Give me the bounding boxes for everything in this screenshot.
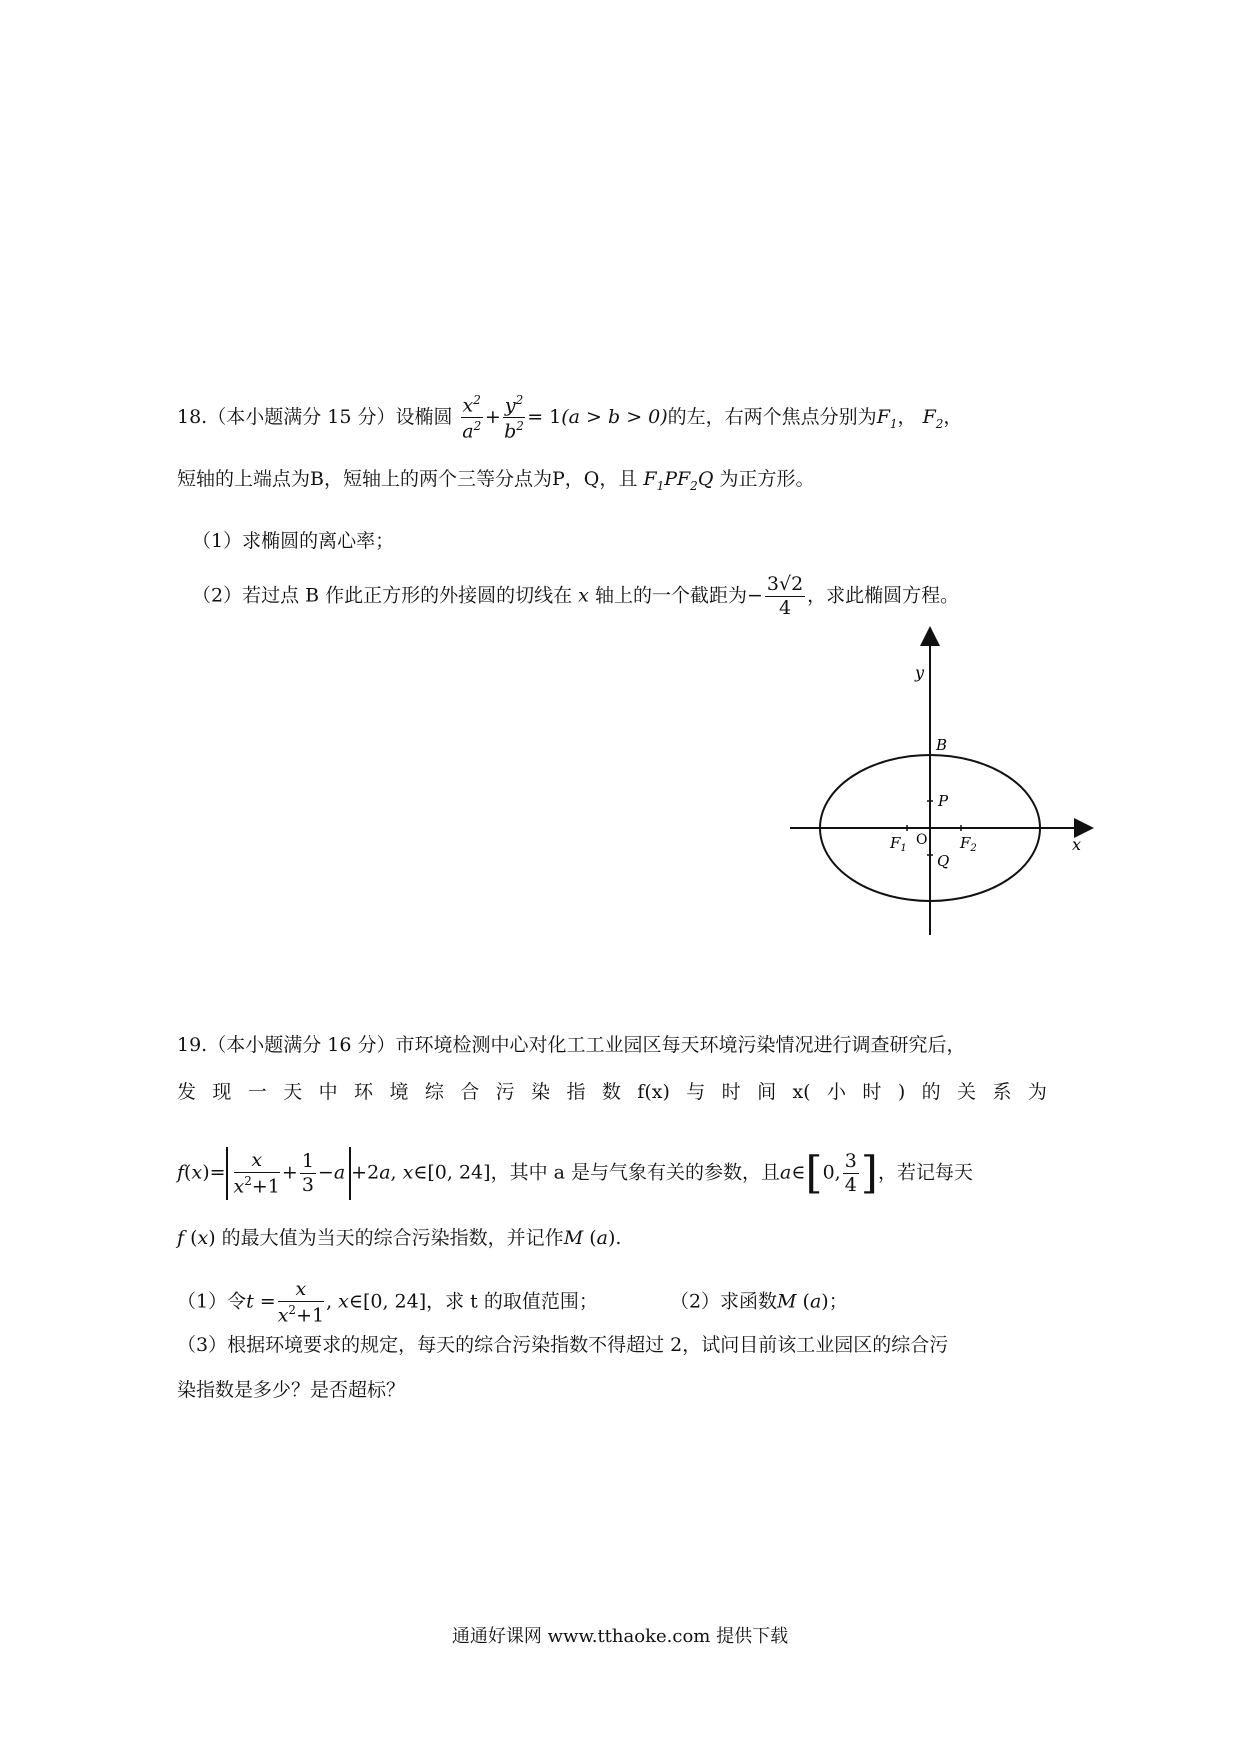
q19-line2-word: 小 xyxy=(827,1081,847,1103)
abs-expression: $\frac{x}{x^2+1}$ + $\frac{1}{3}$ −a xyxy=(226,1147,352,1200)
label-q: Q xyxy=(937,852,950,870)
q19-line2-word: 一 xyxy=(247,1081,267,1103)
label-f1: $F_1$ xyxy=(890,834,907,854)
q19-line2-word: 综 xyxy=(424,1081,444,1103)
q18-line2a: 短轴的上端点为B，短轴上的两个三等分点为P，Q，且 xyxy=(177,468,638,490)
q19-line2-word: 染 xyxy=(531,1081,551,1103)
q19-line1: 19.（本小题满分 16 分）市环境检测中心对化工工业园区每天环境污染情况进行调查研究后， xyxy=(177,1034,966,1056)
q19-line2-word: x( xyxy=(792,1081,811,1103)
q18-lead: 设椭圆 xyxy=(395,405,453,428)
q19-line2-word: 污 xyxy=(495,1081,515,1103)
q19-line2 xyxy=(177,1083,1047,1102)
q18-part1: （1）求椭圆的离心率； xyxy=(192,530,395,552)
q18-tail: 的左，右两个焦点分别为 xyxy=(667,405,877,428)
q19-line2-word: 中 xyxy=(318,1081,338,1103)
label-y: y xyxy=(915,663,925,682)
q19-line2-word: 现 xyxy=(212,1081,232,1103)
f2-label: $F_2$ xyxy=(922,405,944,431)
label-x: x xyxy=(1072,835,1082,854)
q19-line2-word: f(x) xyxy=(637,1081,670,1103)
q19-line2-word: 合 xyxy=(460,1081,480,1103)
q18-part2: （2）若过点 B 作此正方形的外接圆的切线在 x 轴上的一个截距为− $\frac{3√2}{4}$ ，求此椭圆方程。 xyxy=(192,573,960,619)
q19-part3b: 染指数是多少？是否超标？ xyxy=(177,1379,406,1401)
q19-part1-2: （1）令t = $\frac{x}{x^2+1}$ , x∈[0, 24]，求 t 的取值范围； （2）求函数M (a)； xyxy=(177,1278,848,1327)
q19-line2-word: 数 xyxy=(601,1081,621,1103)
q19-line2-word: 与 xyxy=(686,1081,706,1103)
q19-line2-word: 发 xyxy=(177,1081,197,1103)
label-b: B xyxy=(936,736,948,754)
q18-line2 xyxy=(177,470,814,492)
q19-line2-word: 指 xyxy=(566,1081,586,1103)
q19-line2-word: ) xyxy=(897,1081,906,1103)
q19-line4: f (x) 的最大值为当天的综合污染指数，并记作M (a). xyxy=(177,1227,622,1249)
q19-line3: f(x)= $\frac{x}{x^2+1}$ + $\frac{1}{3}$ −a +2a, x∈[0, 24]，其中 a 是与气象有关的参数，且a∈[0, $\frac{3}{4}$ ]，若记每天 xyxy=(177,1147,973,1199)
q18-number: 18. xyxy=(177,405,208,428)
q19-line2-word: 环 xyxy=(354,1081,374,1103)
q19-line2-word: 的 xyxy=(921,1081,941,1103)
q19-line2-word: 时 xyxy=(721,1081,741,1103)
f1-label: $F_1$ xyxy=(876,405,898,431)
label-o: O xyxy=(916,832,928,848)
q18-line1: 18.（本小题满分 15 分）设椭圆 $\frac{x^2}{a^2}$ + $\frac{y^2}{b^2}$ = 1(a > b > 0)的左，右两个焦点分别为$F_1$， $F_2$， xyxy=(177,393,963,443)
label-f2: $F_2$ xyxy=(960,834,977,854)
label-p: P xyxy=(938,792,949,810)
q19-line2-word: 关 xyxy=(957,1081,977,1103)
frac-x2-a2: $\frac{x^2}{a^2}$ xyxy=(462,393,482,443)
square-label: $F_1PF_2Q$ xyxy=(643,468,714,493)
footer: 通通好课网 www.tthaoke.com 提供下载 xyxy=(451,1626,789,1647)
q18-score: （本小题满分 15 分） xyxy=(207,405,396,428)
q19-line2-word: 间 xyxy=(757,1081,777,1103)
frac-y2-b2: $\frac{y^2}{b^2}$ xyxy=(504,393,524,443)
q19-line2-word: 天 xyxy=(283,1081,303,1103)
q18-condition: (a > b > 0) xyxy=(561,405,668,428)
frac-3root2-4: $\frac{3√2}{4}$ xyxy=(766,573,804,619)
q19-line2-word: 为 xyxy=(1027,1081,1047,1103)
q19-line2-word: 时 xyxy=(862,1081,882,1103)
q19-line2-word: 境 xyxy=(389,1081,409,1103)
q19-line2-word: 系 xyxy=(992,1081,1012,1103)
q19-part3a: （3）根据环境要求的规定，每天的综合污染指数不得超过 2，试问目前该工业园区的综合污 xyxy=(177,1334,949,1356)
ellipse-figure xyxy=(790,663,1100,880)
q18-line2b: 为正方形。 xyxy=(719,468,815,490)
